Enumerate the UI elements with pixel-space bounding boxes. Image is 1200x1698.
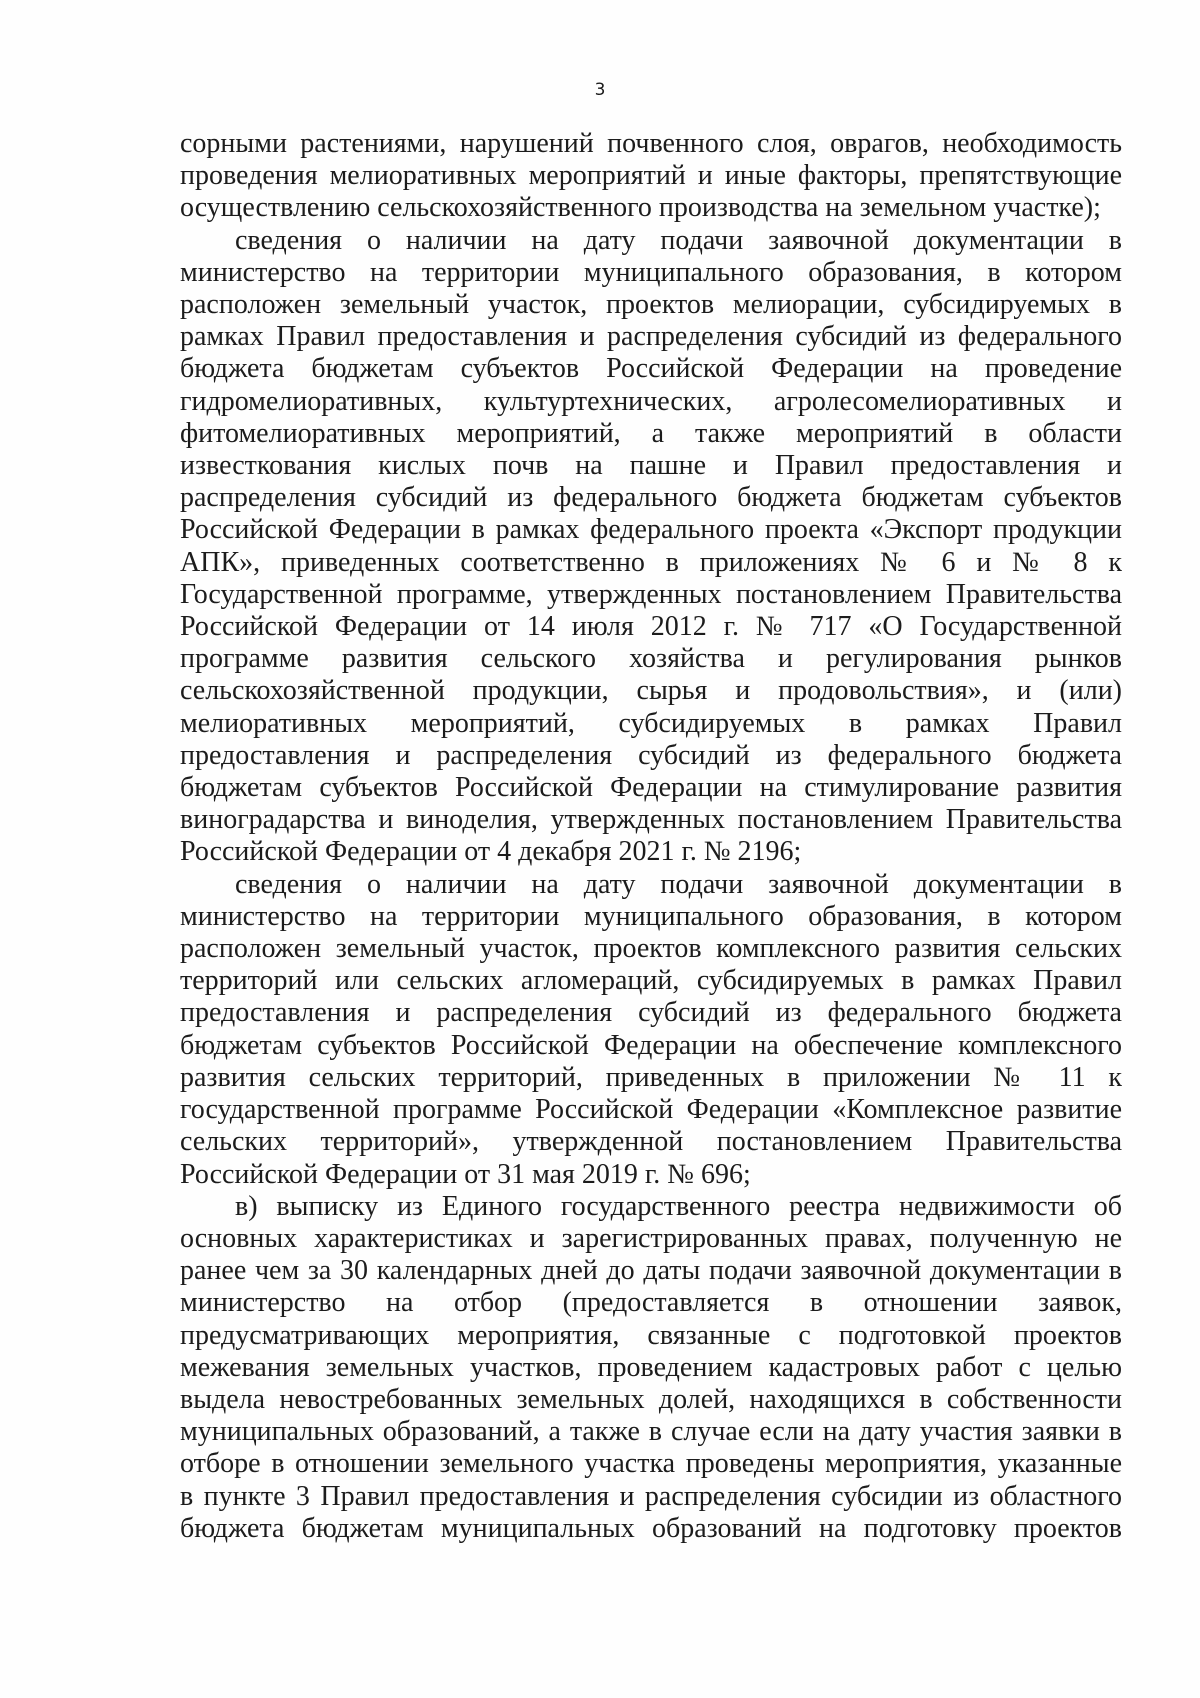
text-line: в пункте 3 Правил предоставления и распределения субсидии из областного xyxy=(180,1480,1122,1512)
text-line: сведения о наличии на дату подачи заявочной документации в xyxy=(235,868,1122,900)
text-line: министерство на отбор (предоставляется в отношении заявок, xyxy=(180,1287,1122,1319)
text-line: развития сельских территорий, приведенных в приложении № 11 к xyxy=(180,1061,1122,1093)
text-line: бюджета бюджетам муниципальных образований на подготовку проектов xyxy=(180,1512,1122,1544)
text-line: сельскохозяйственной продукции, сырья и продовольствия», и (или) xyxy=(180,675,1122,707)
text-line: гидромелиоративных, культуртехнических, агролесомелиоративных и xyxy=(180,385,1122,417)
text-line: межевания земельных участков, проведением кадастровых работ с целью xyxy=(180,1351,1122,1383)
text-line: территорий или сельских агломераций, субсидируемых в рамках Правил xyxy=(180,965,1122,997)
text-line: в) выписку из Единого государственного реестра недвижимости об xyxy=(235,1190,1122,1222)
text-line: распределения субсидий из федерального бюджета бюджетам субъектов xyxy=(180,482,1122,514)
text-line: рамках Правил предоставления и распределения субсидий из федерального xyxy=(180,321,1122,353)
text-line: Российской Федерации от 4 декабря 2021 г. № 2196; xyxy=(180,836,802,868)
text-line: основных характеристиках и зарегистрированных правах, полученную не xyxy=(180,1222,1122,1254)
text-line: предоставления и распределения субсидий из федерального бюджета xyxy=(180,997,1122,1029)
text-line: осуществлению сельскохозяйственного производства на земельном участке); xyxy=(180,192,1101,224)
text-line: расположен земельный участок, проектов мелиорации, субсидируемых в xyxy=(180,289,1122,321)
text-line: министерство на территории муниципального образования, в котором xyxy=(180,256,1122,288)
text-line: бюджетам субъектов Российской Федерации на стимулирование развития xyxy=(180,772,1122,804)
text-line: Государственной программе, утвержденных постановлением Правительства xyxy=(180,578,1122,610)
text-line: виноградарства и виноделия, утвержденных постановлением Правительства xyxy=(180,804,1122,836)
text-line: фитомелиоративных мероприятий, а также мероприятий в области xyxy=(180,417,1122,449)
text-line: бюджета бюджетам субъектов Российской Федерации на проведение xyxy=(180,353,1122,385)
text-line: бюджетам субъектов Российской Федерации на обеспечение комплексного xyxy=(180,1029,1122,1061)
text-line: программе развития сельского хозяйства и регулирования рынков xyxy=(180,643,1122,675)
text-line: Российской Федерации от 31 мая 2019 г. № 696; xyxy=(180,1158,751,1190)
text-line: муниципальных образований, а также в случае если на дату участия заявки в xyxy=(180,1416,1122,1448)
text-line: предусматривающих мероприятия, связанные с подготовкой проектов xyxy=(180,1319,1122,1351)
text-line: предоставления и распределения субсидий из федерального бюджета xyxy=(180,739,1122,771)
text-line: АПК», приведенных соответственно в приложениях № 6 и № 8 к xyxy=(180,546,1122,578)
text-line: сорными растениями, нарушений почвенного слоя, оврагов, необходимость xyxy=(180,128,1122,159)
text-line: сведения о наличии на дату подачи заявочной документации в xyxy=(235,224,1122,256)
text-line: расположен земельный участок, проектов комплексного развития сельских xyxy=(180,933,1122,965)
text-line: проведения мелиоративных мероприятий и иные факторы, препятствующие xyxy=(180,160,1122,192)
text-line: министерство на территории муниципального образования, в котором xyxy=(180,900,1122,932)
text-line: известкования кислых почв на пашне и Правил предоставления и xyxy=(180,450,1122,482)
text-line: ранее чем за 30 календарных дней до даты подачи заявочной документации в xyxy=(180,1255,1122,1287)
text-line: Российской Федерации в рамках федерального проекта «Экспорт продукции xyxy=(180,514,1122,546)
page-number: 3 xyxy=(594,80,606,100)
text-line: государственной программе Российской Федерации «Комплексное развитие xyxy=(180,1094,1122,1126)
text-line: сельских территорий», утвержденной постановлением Правительства xyxy=(180,1126,1122,1158)
text-line: Российской Федерации от 14 июля 2012 г. № 717 «О Государственной xyxy=(180,611,1122,643)
document-body xyxy=(180,128,1122,1545)
text-line: мелиоративных мероприятий, субсидируемых в рамках Правил xyxy=(180,707,1122,739)
text-line: отборе в отношении земельного участка проведены мероприятия, указанные xyxy=(180,1448,1122,1480)
text-line: выдела невостребованных земельных долей, находящихся в собственности xyxy=(180,1383,1122,1415)
